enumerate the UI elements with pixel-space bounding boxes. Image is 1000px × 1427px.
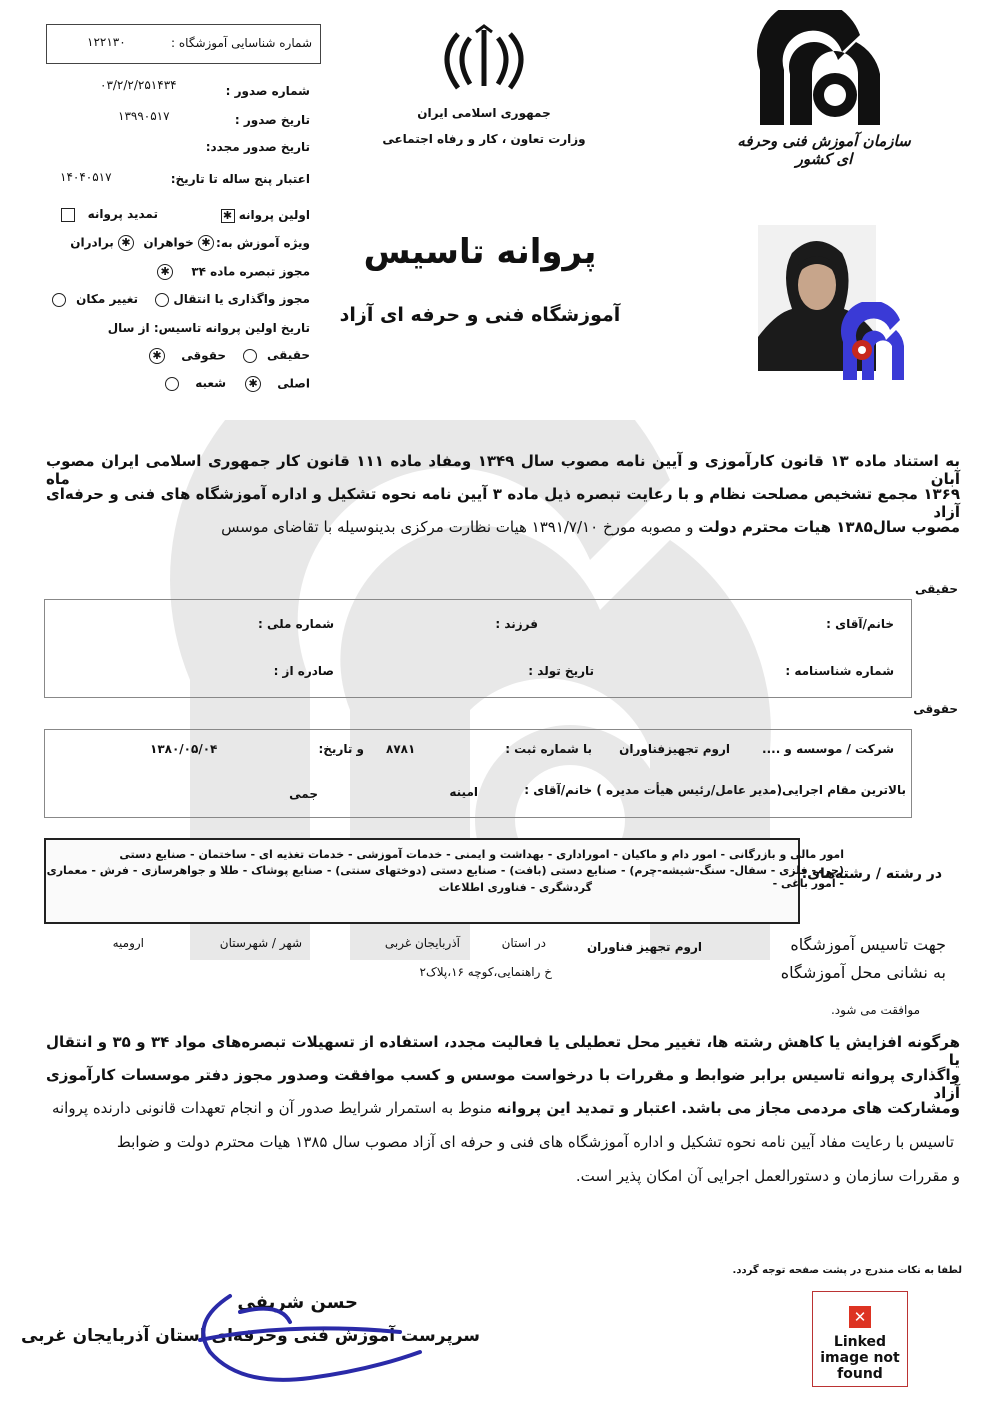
first-license-label: اولین پروانه	[238, 208, 310, 222]
signer-title: سرپرست آموزش فنی وحرفه‌ای استان آذربایجان غربی	[20, 1326, 480, 1346]
blue-stamp-logo-icon	[838, 302, 908, 382]
legal-section-label: حقوقی	[913, 702, 958, 716]
reg-number-value: ۸۷۸۱	[386, 742, 416, 756]
selected-radio-icon: ✱	[245, 376, 261, 392]
reg-date-label: و تاریخ:	[318, 742, 364, 756]
page-title: پروانه تاسیس	[363, 232, 597, 272]
signature-scribble	[170, 1282, 450, 1392]
selected-radio-icon: ✱	[198, 235, 214, 251]
iran-emblem-icon	[440, 24, 528, 92]
fields-label: در رشته / رشته‌های:	[801, 866, 942, 882]
company-label: شرکت / موسسه و ....	[762, 742, 894, 756]
legal-label: حقوقی	[181, 348, 226, 363]
first-date-label: تاریخ اولین پروانه تاسیس: از سال	[107, 321, 310, 335]
transfer-label: مجوز واگذاری یا انتقال	[173, 292, 310, 306]
real-national-label: شماره ملی :	[258, 617, 334, 631]
empty-radio-icon	[52, 293, 66, 307]
renew-license-label: تمدید پروانه	[87, 207, 158, 221]
special-label: ویژه آموزش به:	[216, 236, 310, 250]
intro-line3-bold: مصوب سال۱۳۸۵ هیات محترم دولت	[698, 518, 960, 536]
exec-first-name: امینه	[449, 785, 478, 799]
issue-number-value: ۰۳/۲/۲/۲۵۱۴۳۴	[100, 78, 177, 92]
issue-number-label: شماره صدور :	[225, 84, 310, 98]
article34-label: مجوز تبصره ماده ۳۴	[191, 264, 310, 279]
province-value: آذربایجان غربی	[384, 936, 460, 950]
terms-line3-bold: ومشارکت های مردمی مجاز می باشد. اعتبار و تمدید این پروانه	[496, 1099, 960, 1117]
selected-radio-icon: ✱	[118, 235, 134, 251]
reissue-date-label: تاریخ صدور مجدد:	[205, 140, 310, 154]
renew-license-option	[61, 207, 158, 222]
school-id-box	[46, 24, 321, 64]
empty-box-icon	[61, 208, 75, 222]
terms-line2: واگذاری پروانه تاسیس برابر ضوابط و مقررات با درخواست موسس و کسب موافقت وصدور مجوز دفتر موسسات کارآموزی آزاد	[46, 1066, 960, 1102]
real-person-box	[44, 599, 912, 698]
legal-option	[149, 348, 226, 364]
brothers-option	[70, 235, 134, 251]
org-name: سازمان آموزش فنی وحرفه ای کشور	[737, 132, 911, 168]
real-issued-label: صادره از :	[273, 664, 334, 678]
main-label: اصلی	[277, 376, 310, 391]
gov-line2: وزارت تعاون ، کار و رفاه اجتماعی	[382, 132, 586, 146]
terms-line3-rest: منوط به استمرار شرایط صدور آن و انجام تعهدات قانونی دارنده پروانه	[51, 1099, 497, 1117]
establish-purpose: جهت تاسیس آموزشگاه	[790, 935, 946, 954]
intro-line3-rest: و مصوبه مورخ ۱۳۹۱/۷/۱۰ هیات نظارت مرکزی بدینوسیله با تقاضای موسس	[221, 518, 699, 536]
exec-last-name: جمی	[289, 787, 318, 801]
change-location-option	[52, 292, 138, 307]
terms-line4: تاسیس با رعایت مفاد آیین نامه نحوه تشکیل و اداره آموزشگاه های فنی و حرفه ای آزاد مصوب سال ۱۳۸۵ هیات محترم دولت و ضوابط	[116, 1133, 954, 1151]
transfer-option	[155, 292, 310, 307]
issue-date-label: تاریخ صدور :	[234, 113, 310, 127]
terms-line1: هرگونه افزایش یا کاهش رشته ها، تغییر محل تعطیلی یا فعالیت مجدد، استفاده از تسهیلات تبصره‌های مواد ۳۴ و ۳۵ و انتقال یا	[46, 1033, 960, 1069]
first-license-option	[221, 208, 310, 223]
real-name-label: خانم/آقای :	[826, 617, 894, 631]
intro-line2: ۱۳۶۹ مجمع تشخیص مصلحت نظام و با رعایت تبصره ذیل ماده ۳ آیین نامه نحوه تشکیل و اداره آموزشگاه های فنی و حرفه‌ای آزاد	[46, 485, 960, 521]
broken-image-placeholder	[812, 1291, 908, 1387]
checked-box-icon: ✱	[221, 209, 235, 223]
signer-name: حسن شریفی	[237, 1292, 358, 1313]
company-value: اروم تجهیزفناوران	[619, 742, 730, 756]
terms-line5: و مقررات سازمان و دستورالعمل اجرایی آن امکان پذیر است.	[575, 1167, 960, 1185]
brothers-label: برادران	[70, 235, 114, 250]
terms-line3	[40, 1099, 960, 1117]
broken-image-text: Linked image not found	[820, 1334, 900, 1382]
article34-option	[157, 264, 310, 280]
exec-label: بالاترین مقام اجرایی(مدیر عامل/رئیس هیأت مدیره ) خانم/آقای :	[524, 783, 906, 797]
reg-number-label: با شماره ثبت :	[505, 742, 592, 756]
real-section-label: حقیقی	[915, 582, 958, 596]
empty-radio-icon	[165, 377, 179, 391]
real-birth-label: تاریخ تولد :	[528, 664, 594, 678]
city-label: شهر / شهرستان	[219, 936, 302, 950]
school-id-label: شماره شناسایی آموزشگاه :	[171, 36, 312, 50]
empty-radio-icon	[243, 349, 257, 363]
sisters-label: خواهران	[143, 235, 194, 250]
real-label: حقیقی	[267, 348, 310, 362]
main-option	[245, 376, 310, 392]
back-note: لطفا به نکات مندرج در پشت صفحه توجه گردد.	[732, 1265, 962, 1276]
city-value: ارومیه	[112, 936, 144, 950]
real-idno-label: شماره شناسنامه :	[785, 664, 894, 678]
issue-date-value: ۱۳۹۹۰۵۱۷	[118, 109, 170, 123]
page-subtitle: آموزشگاه فنی و حرفه ای آزاد	[339, 304, 621, 326]
selected-radio-icon: ✱	[157, 264, 173, 280]
validity-value: ۱۴۰۴۰۵۱۷	[60, 170, 112, 184]
tvto-logo-icon	[750, 10, 900, 130]
intro-line1: به استناد ماده ۱۳ قانون کارآموزی و آیین نامه مصوب سال ۱۳۴۹ ومفاد ماده ۱۱۱ قانون کار جمهوری اسلامی ایران مصوب آبان ماه	[46, 452, 960, 488]
gov-line1: جمهوری اسلامی ایران	[417, 106, 551, 120]
broken-image-icon: ✕	[849, 1306, 871, 1328]
fields-line1: امور مالی و بازرگانی - امور دام و ماکیان - اموراداری - بهداشت و ایمنی - خدمات آموزشی - خدمات تغذیه ای - ساختمان - صنایع دستی	[119, 848, 844, 861]
address-value: خ راهنمایی،کوچه ۱۶،پلاک۲	[419, 965, 552, 979]
change-location-label: تغییر مکان	[76, 292, 138, 306]
real-child-label: فرزند :	[495, 617, 538, 631]
school-name-value: اروم تجهیز فناوران	[586, 940, 702, 954]
branch-label: شعبه	[195, 376, 226, 390]
fields-line2: (چرم- فلزی - سفال- سنگ-شیشه-چرم) - صنایع دستی (بافت) - صنایع دستی (دوختهای سنتی) - صنایع پوشاک - طلا و جواهرسازی - فرش - معماری - امور باغی -	[46, 864, 844, 890]
intro-line3	[40, 518, 960, 536]
branch-option	[165, 376, 226, 391]
empty-radio-icon	[155, 293, 169, 307]
real-option	[243, 348, 310, 363]
address-label: به نشانی محل آموزشگاه	[780, 963, 946, 982]
validity-label: اعتبار پنج ساله تا تاریخ:	[170, 172, 310, 186]
sisters-option	[143, 235, 214, 251]
selected-radio-icon: ✱	[149, 348, 165, 364]
province-label: در استان	[501, 936, 546, 950]
school-id-value: ۱۲۲۱۳۰	[87, 35, 126, 49]
agreed-text: موافقت می شود.	[830, 1003, 920, 1017]
fields-line3: گردشگری - فناوری اطلاعات	[438, 881, 592, 894]
reg-date-value: ۱۳۸۰/۰۵/۰۴	[150, 742, 218, 756]
